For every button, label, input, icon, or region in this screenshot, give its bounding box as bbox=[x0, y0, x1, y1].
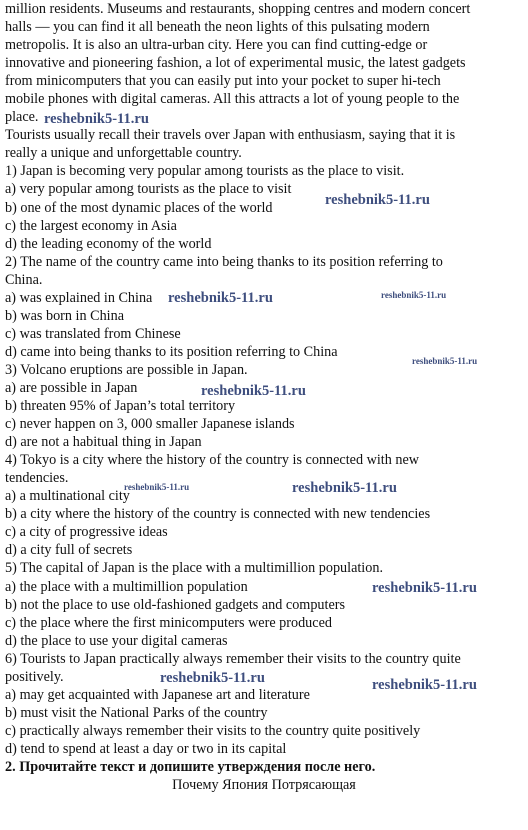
watermark: reshebnik5-11.ru bbox=[292, 480, 397, 496]
text-line: from minicomputers that you can easily put into your pocket to super hi-tech bbox=[5, 73, 441, 90]
text-line: c) a city of progressive ideas bbox=[5, 524, 168, 541]
text-line: a) may get acquainted with Japanese art and literature bbox=[5, 686, 310, 703]
text-line: million residents. Museums and restaurants, shopping centres and modern concert bbox=[5, 1, 471, 17]
text-line: really a unique and unforgettable country. bbox=[5, 145, 242, 162]
text-line: d) came into being thanks to its position referring to China bbox=[5, 343, 338, 360]
text-line: d) tend to spend at least a day or two in its capital bbox=[5, 740, 287, 757]
watermark: reshebnik5-11.ru bbox=[124, 482, 190, 492]
watermark: reshebnik5-11.ru bbox=[168, 290, 273, 306]
text-line: a) very popular among tourists as the place to visit bbox=[5, 181, 292, 198]
text-line: a) a multinational city bbox=[5, 488, 130, 505]
text-line: Tourists usually recall their travels over Japan with enthusiasm, saying that it is bbox=[5, 127, 456, 144]
text-line: 1) Japan is becoming very popular among tourists as the place to visit. bbox=[5, 163, 405, 180]
text-line: c) was translated from Chinese bbox=[5, 325, 181, 342]
watermark: reshebnik5-11.ru bbox=[325, 192, 430, 208]
watermark: reshebnik5-11.ru bbox=[381, 290, 447, 300]
text-line: a) the place with a multimillion population bbox=[5, 578, 248, 595]
text-line: innovative and pioneering fashion, a lot of experimental music, the latest gadgets bbox=[5, 55, 466, 72]
text-line: c) the largest economy in Asia bbox=[5, 217, 177, 234]
watermark: reshebnik5-11.ru bbox=[44, 111, 149, 127]
watermark: reshebnik5-11.ru bbox=[160, 670, 265, 686]
text-line: metropolis. It is also an ultra-urban city. Here you can find cutting-edge or bbox=[5, 37, 428, 54]
task-subtitle: Почему Япония Потрясающая bbox=[172, 777, 356, 794]
text-line: 4) Tokyo is a city where the history of the country is connected with new bbox=[5, 452, 420, 469]
text-line: 6) Tourists to Japan practically always remember their visits to the country quite bbox=[5, 650, 461, 667]
text-line: b) a city where the history of the country is connected with new tendencies bbox=[5, 506, 431, 523]
text-line: c) the place where the first minicomputers were produced bbox=[5, 614, 332, 631]
text-line: a) are possible in Japan bbox=[5, 379, 138, 396]
watermark: reshebnik5-11.ru bbox=[372, 580, 477, 596]
text-line: d) are not a habitual thing in Japan bbox=[5, 434, 202, 451]
text-line: place. bbox=[5, 109, 39, 126]
text-line: China. bbox=[5, 271, 43, 288]
text-line: mobile phones with digital cameras. All this attracts a lot of young people to the bbox=[5, 91, 460, 108]
text-line: 5) The capital of Japan is the place with a multimillion population. bbox=[5, 560, 383, 577]
text-line: halls — you can find it all beneath the neon lights of this pulsating modern bbox=[5, 19, 430, 36]
text-line: tendencies. bbox=[5, 470, 69, 487]
text-line: d) a city full of secrets bbox=[5, 542, 133, 559]
text-line: d) the place to use your digital cameras bbox=[5, 632, 228, 649]
task-heading: 2. Прочитайте текст и допишите утверждения после него. bbox=[5, 758, 376, 775]
text-line: 2) The name of the country came into being thanks to its position referring to bbox=[5, 253, 443, 270]
text-line: b) one of the most dynamic places of the world bbox=[5, 199, 273, 216]
text-line: c) never happen on 3, 000 smaller Japanese islands bbox=[5, 416, 295, 433]
text-line: c) practically always remember their visits to the country quite positively bbox=[5, 722, 421, 739]
text-line: b) must visit the National Parks of the country bbox=[5, 704, 268, 721]
text-line: b) threaten 95% of Japan’s total territory bbox=[5, 398, 236, 415]
watermark: reshebnik5-11.ru bbox=[372, 677, 477, 693]
text-line: positively. bbox=[5, 668, 64, 685]
watermark: reshebnik5-11.ru bbox=[412, 356, 478, 366]
text-line: b) not the place to use old-fashioned gadgets and computers bbox=[5, 596, 346, 613]
text-line: b) was born in China bbox=[5, 307, 125, 324]
text-line: a) was explained in China bbox=[5, 289, 153, 306]
watermark: reshebnik5-11.ru bbox=[201, 383, 306, 399]
text-line: d) the leading economy of the world bbox=[5, 235, 212, 252]
text-line: 3) Volcano eruptions are possible in Japan. bbox=[5, 361, 248, 378]
